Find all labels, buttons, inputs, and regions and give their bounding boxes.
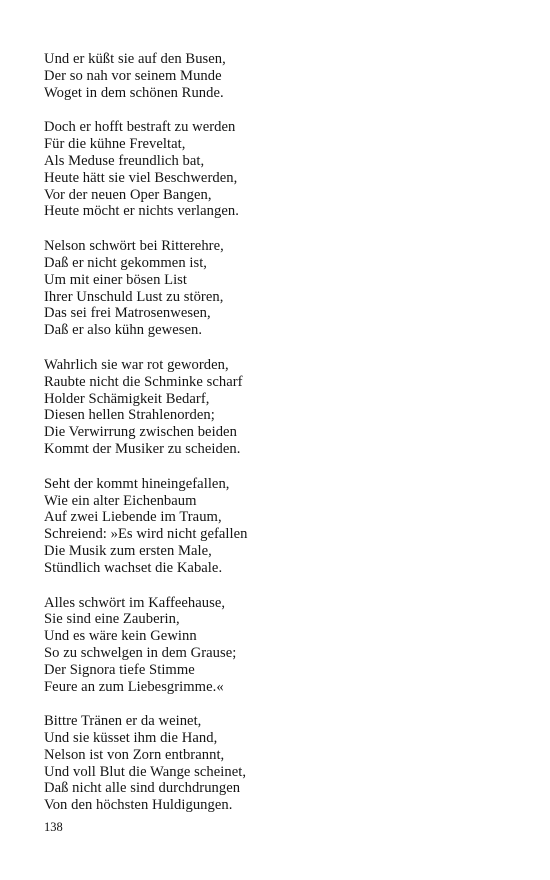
verse-line: Die Verwirrung zwischen beiden	[44, 424, 237, 441]
verse-line: Um mit einer bösen List	[44, 271, 188, 288]
verse-line: Doch er hofft bestraft zu werden	[44, 119, 236, 136]
verse-line: Kommt der Musiker zu scheiden.	[44, 440, 241, 457]
verse-line: Das sei frei Matrosenwesen,	[44, 305, 211, 322]
verse-line: Daß er nicht gekommen ist,	[44, 254, 208, 271]
verse-line: Sie sind eine Zauberin,	[44, 611, 180, 628]
verse-line: Ihrer Unschuld Lust zu stören,	[44, 288, 224, 305]
verse-line: Die Musik zum ersten Male,	[44, 542, 212, 559]
verse-line: Alles schwört im Kaffeehause,	[44, 594, 226, 611]
verse-line: Raubte nicht die Schminke scharf	[44, 373, 243, 390]
poem-text	[44, 51, 524, 832]
verse-line: Vor der neuen Oper Bangen,	[44, 186, 212, 203]
verse-line: Stündlich wachset die Kabale.	[44, 559, 223, 576]
verse-line: Wahrlich sie war rot geworden,	[44, 356, 229, 373]
verse-line: Der so nah vor seinem Munde	[44, 67, 222, 84]
stanza-6	[44, 595, 524, 696]
verse-line: Von den höchsten Huldigungen.	[44, 797, 233, 814]
verse-line: Und voll Blut die Wange scheinet,	[44, 763, 247, 780]
verse-line: Daß nicht alle sind durchdrungen	[44, 780, 241, 797]
stanza-1	[44, 51, 524, 101]
verse-line: Wie ein alter Eichenbaum	[44, 492, 197, 509]
verse-line: Heute möcht er nichts verlangen.	[44, 203, 239, 220]
verse-line: Für die kühne Freveltat,	[44, 136, 186, 153]
verse-line: Als Meduse freundlich bat,	[44, 152, 205, 169]
verse-line: Feure an zum Liebesgrimme.«	[44, 678, 224, 695]
verse-line: Bittre Tränen er da weinet,	[44, 713, 202, 730]
verse-line: Der Signora tiefe Stimme	[44, 661, 195, 678]
verse-line: Diesen hellen Strahlenorden;	[44, 407, 215, 424]
verse-line: Daß er also kühn gewesen.	[44, 322, 203, 339]
verse-line: So zu schwelgen in dem Grause;	[44, 644, 237, 661]
page-number: 138	[44, 820, 63, 834]
verse-line: Nelson ist von Zorn entbrannt,	[44, 746, 225, 763]
stanza-3	[44, 238, 524, 339]
verse-line: Und er küßt sie auf den Busen,	[44, 51, 226, 67]
verse-line: Woget in dem schönen Runde.	[44, 84, 224, 101]
verse-line: Auf zwei Liebende im Traum,	[44, 509, 222, 526]
stanza-4	[44, 357, 524, 458]
verse-line: Heute hätt sie viel Beschwerden,	[44, 169, 238, 186]
stanza-7	[44, 713, 524, 814]
verse-line: Und sie küsset ihm die Hand,	[44, 730, 218, 747]
verse-line: Schreiend: »Es wird nicht gefallen	[44, 526, 248, 543]
stanza-5	[44, 476, 524, 577]
verse-line: Seht der kommt hineingefallen,	[44, 475, 230, 492]
stanza-2	[44, 119, 524, 220]
verse-line: Nelson schwört bei Ritterehre,	[44, 238, 224, 255]
verse-line: Und es wäre kein Gewinn	[44, 628, 197, 645]
verse-line: Holder Schämigkeit Bedarf,	[44, 390, 210, 407]
